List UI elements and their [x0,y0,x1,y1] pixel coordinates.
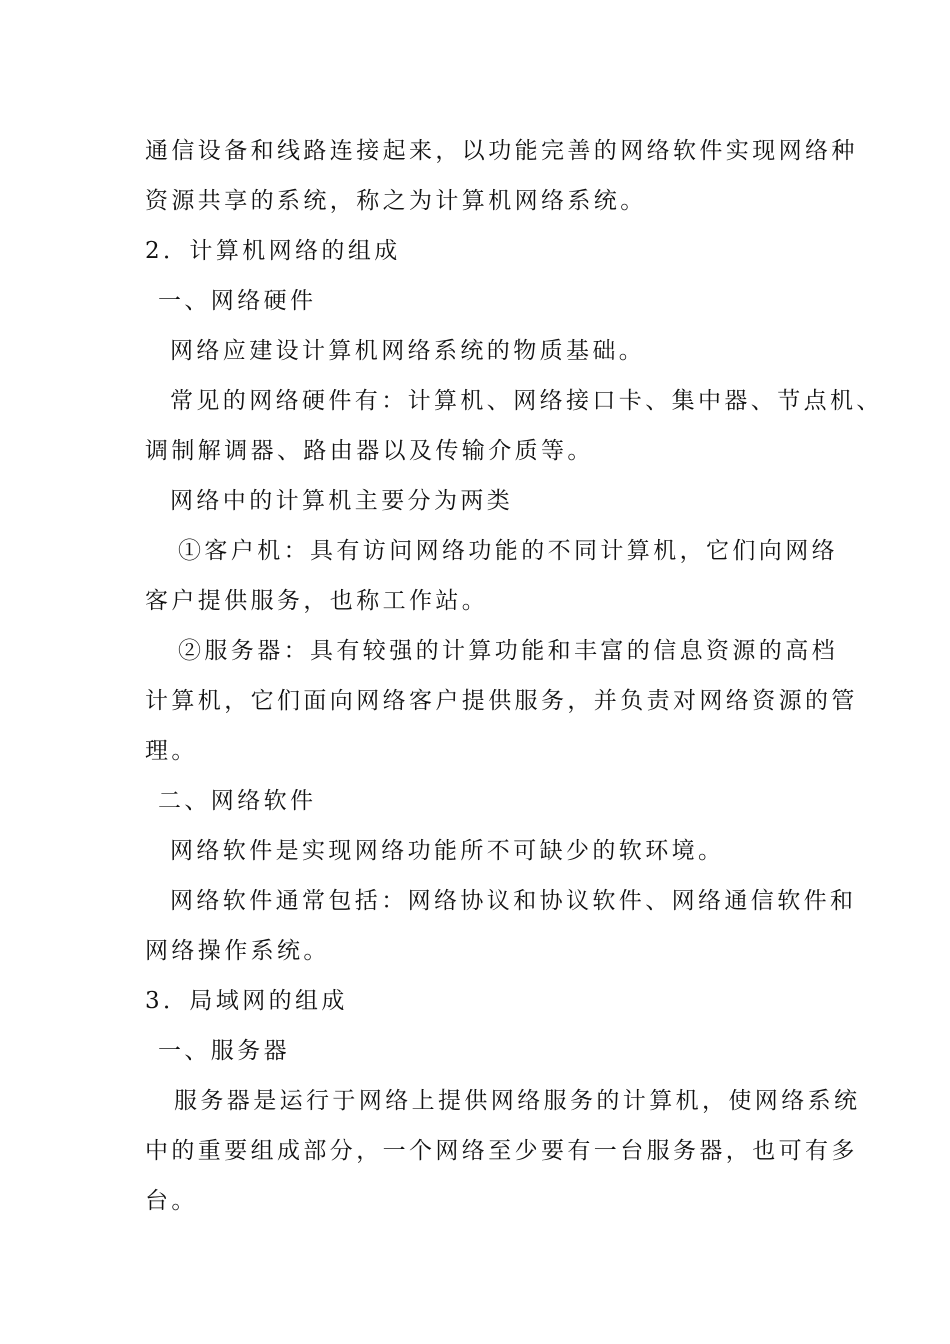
paragraph-line: 网络中的计算机主要分为两类 [170,488,514,514]
body-text-line: 计算机，它们面向网络客户提供服务，并负责对网络资源的管 [145,688,858,714]
body-text-line: 网络操作系统。 [145,938,330,964]
body-text-line: 理。 [145,738,198,764]
paragraph-line: 网络应建设计算机网络系统的物质基础。 [170,338,646,364]
list-item-client: ①客户机：具有访问网络功能的不同计算机，它们向网络 [178,538,838,564]
list-item-server: ②服务器：具有较强的计算功能和丰富的信息资源的高档 [178,638,838,664]
paragraph-line: 网络软件是实现网络功能所不可缺少的软环境。 [170,838,725,864]
body-text-line: 调制解调器、路由器以及传输介质等。 [145,438,594,464]
section-heading: 2．计算机网络的组成 [145,238,401,264]
body-text-line: 资源共享的系统，称之为计算机网络系统。 [145,188,647,214]
subsection-heading: 二、网络软件 [158,788,317,814]
subsection-heading: 一、网络硬件 [158,288,317,314]
paragraph-line: 服务器是运行于网络上提供网络服务的计算机，使网络系统 [174,1088,861,1114]
paragraph-line: 网络软件通常包括：网络协议和协议软件、网络通信软件和 [170,888,857,914]
body-text-line: 台。 [145,1188,198,1214]
paragraph-line: 常见的网络硬件有：计算机、网络接口卡、集中器、节点机、 [170,388,883,414]
body-text-line: 通信设备和线路连接起来，以功能完善的网络软件实现网络种 [145,138,858,164]
body-text-line: 中的重要组成部分，一个网络至少要有一台服务器，也可有多 [145,1138,858,1164]
subsection-heading: 一、服务器 [158,1038,290,1064]
body-text-line: 客户提供服务，也称工作站。 [145,588,489,614]
section-heading: 3．局域网的组成 [145,988,348,1014]
